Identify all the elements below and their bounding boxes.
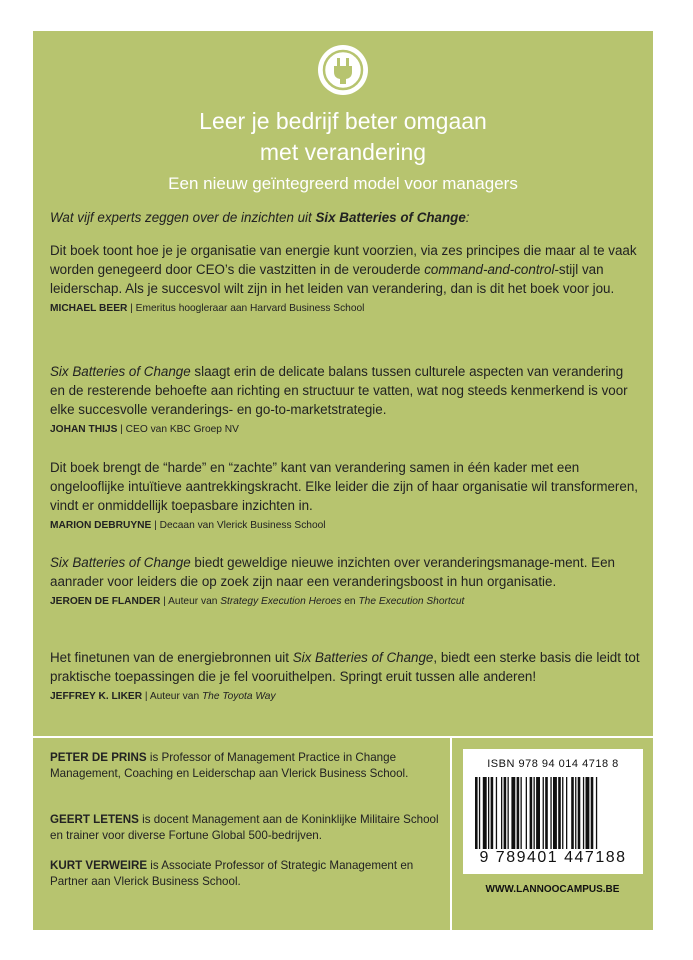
author-bio-kurt-verweire: KURT VERWEIRE is Associate Professor of Strategic Management en Partner aan Vlerick Business School. bbox=[50, 859, 414, 888]
website-link[interactable]: WWW.LANNOOCAMPUS.BE bbox=[485, 884, 620, 895]
quote-marion-debruyne bbox=[50, 458, 640, 533]
quote-attribution: JEROEN DE FLANDER | Auteur van Strategy Execution Heroes en The Execution Shortcut bbox=[50, 596, 465, 607]
quote-jeroen-de-flander bbox=[50, 553, 640, 609]
quote-text: Six Batteries of Change slaagt erin de delicate balans tussen culturele aspecten van verandering en de resterende behoefte aan richting en structuur te vatten, wat nog steeds kenmerkend is voor elke succesvolle veranderings- en go-to-marketstrategie. bbox=[50, 364, 628, 417]
book-title: Six Batteries of Change bbox=[315, 210, 466, 225]
barcode-number: 9 789401 447188 bbox=[479, 849, 627, 866]
quote-text: Het finetunen van de energiebronnen uit Six Batteries of Change, biedt een sterke basis die leidt tot praktische toepassingen die je fel vooruithelpen. Springt eruit tussen alle anderen! bbox=[50, 650, 640, 684]
quote-michael-beer bbox=[50, 241, 640, 316]
quote-attribution: JEFFREY K. LIKER | Auteur van The Toyota Way bbox=[50, 691, 276, 702]
title-line-1: Leer je bedrijf beter omgaan bbox=[199, 108, 487, 134]
isbn-label: ISBN 978 94 014 4718 8 bbox=[487, 758, 619, 770]
barcode-bars bbox=[475, 777, 631, 849]
quote-text: Dit boek toont hoe je je organisatie van energie kunt voorzien, via zes principes die maar al te vaak worden genegeerd door CEO’s die vastzitten in de verouderde command-and-control-stijl van leiderschap. Als je succesvol wilt zijn in het leiden van verandering, dan is dit het boek voor jou. bbox=[50, 243, 637, 296]
quote-johan-thijs bbox=[50, 362, 640, 437]
barcode-box bbox=[463, 749, 643, 874]
quote-jeffrey-liker bbox=[50, 648, 640, 704]
vertical-divider bbox=[450, 738, 452, 930]
quote-attribution: MICHAEL BEER | Emeritus hoogleraar aan Harvard Business School bbox=[50, 303, 365, 314]
subtitle: Een nieuw geïntegreerd model voor managers bbox=[168, 174, 518, 193]
quote-text: Six Batteries of Change biedt geweldige nieuwe inzichten over veranderingsmanage-ment. Een aanrader voor leiders die op zoek zijn naar een veranderingsboost in hun organisatie. bbox=[50, 555, 615, 589]
back-cover bbox=[33, 31, 653, 930]
quote-text: Dit boek brengt de “harde” en “zachte” kant van verandering samen in één kader met een ongelooflijke intuïtieve aantrekkingskracht. Elke leider die zijn of haar organisatie wil transformeren, vindt er onmiddellijk toepasbare inzichten in. bbox=[50, 460, 639, 513]
quote-attribution: JOHAN THIJS | CEO van KBC Groep NV bbox=[50, 424, 239, 435]
author-bio-geert-letens: GEERT LETENS is docent Management aan de Koninklijke Militaire School en trainer voor diverse Fortune Global 500-bedrijven. bbox=[50, 813, 439, 842]
horizontal-divider bbox=[33, 736, 653, 738]
plug-icon bbox=[317, 44, 369, 96]
quote-attribution: MARION DEBRUYNE | Decaan van Vlerick Business School bbox=[50, 520, 326, 531]
author-bio-peter-de-prins: PETER DE PRINS is Professor of Management Practice in Change Management, Coaching en Leiderschap aan Vlerick Business School. bbox=[50, 751, 409, 780]
intro-text: Wat vijf experts zeggen over de inzichten uit Six Batteries of Change: bbox=[50, 210, 470, 225]
title-line-2: met verandering bbox=[259, 139, 427, 165]
